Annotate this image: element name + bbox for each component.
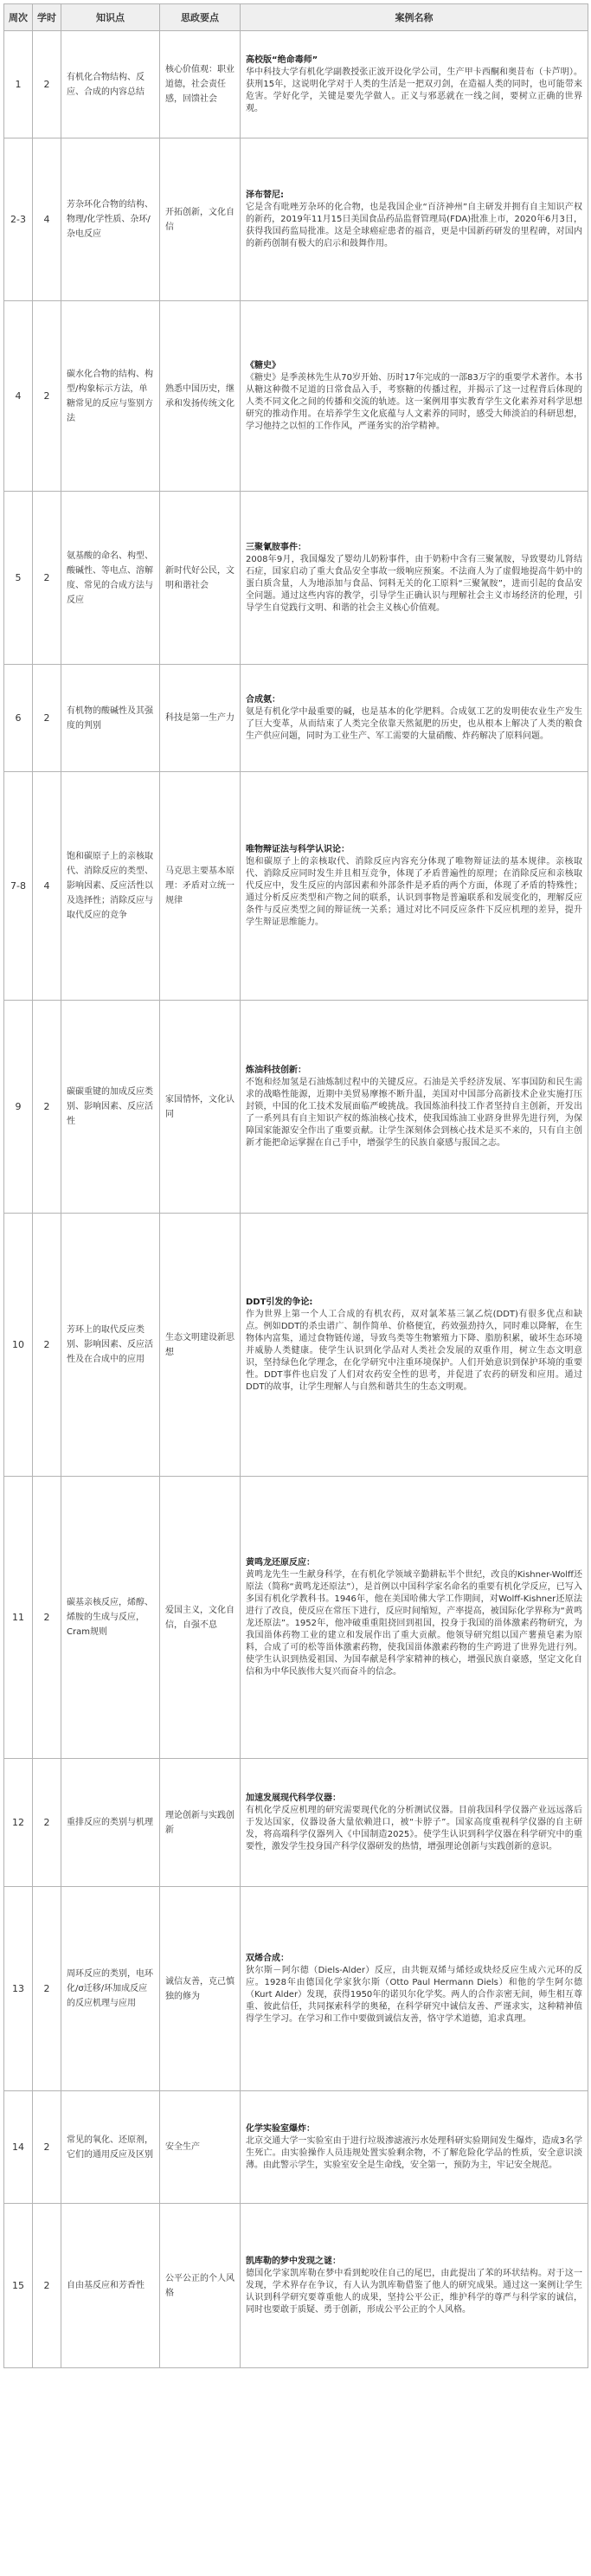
ideology-point-cell: 马克思主要基本原理：矛盾对立统一规律 bbox=[160, 772, 241, 1001]
case-body: 氨是有机化学中最重要的碱，也是基本的化学肥料。合成氨工艺的发明使农业生产发生了巨大变革，从而结束了人类完全依靠天然氮肥的历史，也从根本上解决了人类的粮食生产供应问题，同时为工业生产、军工需要的大量硝酸、炸药解决了原料问题。 bbox=[246, 706, 582, 741]
week-cell: 6 bbox=[4, 665, 33, 772]
header-ideology-point: 思政要点 bbox=[160, 4, 241, 31]
case-cell bbox=[241, 772, 588, 1001]
case-body: 有机化学反应机理的研究需要现代化的分析测试仪器。目前我国科学仪器产业远远落后于发达国家，仪器设备大量依赖进口，被“卡脖子”。国家高度重视科学仪器的自主研发，将高端科学仪器列入《中国制造2025》。使学生认识到科学仪器在科学研究中的重要性，激发学生投身国产科学仪器研发的热情，增强理论创新与实践创新的意识。 bbox=[246, 1805, 582, 1852]
ideology-point-cell: 诚信友善，克己慎独的修为 bbox=[160, 1887, 241, 2091]
hours-cell: 2 bbox=[33, 1214, 61, 1477]
hours-cell: 2 bbox=[33, 1887, 61, 2091]
table-header-row bbox=[4, 4, 588, 31]
hours-cell: 2 bbox=[33, 301, 61, 492]
case-cell bbox=[241, 1887, 588, 2091]
hours-cell: 2 bbox=[33, 1477, 61, 1759]
case-body: 黄鸣龙先生一生献身科学，在有机化学领域辛勤耕耘半个世纪，改良的Kishner-Wolff还原法（简称“黄鸣龙还原法”），是首例以中国科学家名命名的重要有机化学反应，已写入多国有机化学教科书。1946年，他在美国哈佛大学工作期间，对Wolff-Kishner还原法进行了改良，使反应在常压下进行，反应时间缩短，产率提高，被国际化学界称为“黄鸣龙还原法”。1952年，他冲破重重阻挠回到祖国，投身于我国的甾体激素药物研究，为我国甾体药物工业的建立和发展作出了重大贡献。他领导研究组以国产薯蓣皂素为原料，合成了可的松等甾体激素药物，使我国甾体激素药物的生产跨进了世界先进行列。使学生认识到热爱祖国、为国奉献是科学家精神的核心，增强民族自豪感，坚定文化自信和为中华民族伟大复兴而奋斗的信念。 bbox=[246, 1569, 582, 1677]
hours-cell: 2 bbox=[33, 665, 61, 772]
case-title: 黄鸣龙还原反应： bbox=[246, 1557, 315, 1568]
case-title: 炼油科技创新： bbox=[246, 1065, 306, 1075]
week-cell: 10 bbox=[4, 1214, 33, 1477]
case-body: 2008年9月，我国爆发了婴幼儿奶粉事件，由于奶粉中含有三聚氰胺，导致婴幼儿肾结石症，国家启动了重大食品安全事故一级响应预案。不法商人为了虚假地提高牛奶中的蛋白质含量，人为地添加与食品、饲料无关的化工原料“三聚氰胺”，进而引起的食品安全问题。通过这些内容的教学，引导学生正确认识与理解社会主义市场经济的伦理，引导学生自觉践行文明、和谐的社会主义核心价值观。 bbox=[246, 554, 582, 613]
table-row bbox=[4, 2204, 588, 2368]
case-body: 《糖史》是季羡林先生从70岁开始、历时17年完成的一部83万字的重要学术著作。本书从糖这种微不足道的日常食品入手，考察糖的传播过程，并揭示了这一过程背后体现的人类不同文化之间的传播和交流的轨迹。这一案例用事实教育学生文化素养对科学思想研究的推动作用。在培养学生文化底蕴与人文素养的同时，感受大师淡泊的科研思想，学习他持之以恒的工作作风，严谨务实的治学精神。 bbox=[246, 372, 582, 431]
table-row bbox=[4, 1001, 588, 1214]
hours-cell: 2 bbox=[33, 2204, 61, 2368]
case-cell bbox=[241, 1214, 588, 1477]
week-cell: 7-8 bbox=[4, 772, 33, 1001]
table-row bbox=[4, 301, 588, 492]
case-body: 狄尔斯－阿尔德（Diels-Alder）反应，由共轭双烯与烯烃或炔烃反应生成六元环的反应。1928年由德国化学家狄尔斯（Otto Paul Hermann Diels）和他的学生阿尔德（Kurt Alder）发现，获得1950年的诺贝尔化学奖。两人的合作亲密无间，师生相互尊重、彼此信任，共同探索科学的奥秘，在科学研究中诚信友善、严谨求实，这种精神值得学生学习。在学习和工作中要做到诚信友善，恪守学术道德，追求真理。 bbox=[246, 1965, 582, 2024]
week-cell: 14 bbox=[4, 2091, 33, 2204]
case-title: 凯库勒的梦中发现之谜： bbox=[246, 2256, 341, 2266]
week-cell: 5 bbox=[4, 492, 33, 665]
header-week: 周次 bbox=[4, 4, 33, 31]
case-cell bbox=[241, 2091, 588, 2204]
case-cell bbox=[241, 1477, 588, 1759]
case-body: 它是含有吡唑芳杂环的化合物，也是我国企业“百济神州”自主研发并拥有自主知识产权的新药，2019年11月15日美国食品药品监督管理局(FDA)批准上市，2020年6月3日，获得我国药监局批准。这是全球癌症患者的福音，更是中国新药研发的里程碑，对国内的新药创制有极大的启示和鼓舞作用。 bbox=[246, 202, 582, 248]
hours-cell: 2 bbox=[33, 492, 61, 665]
table-row bbox=[4, 1887, 588, 2091]
case-body: 饱和碳原子上的亲核取代、消除反应内容充分体现了唯物辩证法的基本规律。亲核取代、消除反应同时发生并且相互竞争，体现了矛盾普遍性的原理；在消除反应和亲核取代反应中，发生反应的内部因素和外部条件是矛盾的两个方面，体现了矛盾的特殊性；通过分析反应类型和产物之间的联系，认识到事物是普遍联系和发展变化的，理解反应条件与反应类型之间的辩证统一关系；通过对比不同反应条件下反应机理的差异，提升学生辩证思维能力。 bbox=[246, 856, 582, 927]
case-title: 加速发展现代科学仪器： bbox=[246, 1793, 341, 1803]
case-title: 双烯合成： bbox=[246, 1953, 289, 1963]
ideology-point-cell: 科技是第一生产力 bbox=[160, 665, 241, 772]
knowledge-point-cell: 有机物的酸碱性及其强度的判别 bbox=[61, 665, 160, 772]
ideology-point-cell: 开拓创新，文化自信 bbox=[160, 138, 241, 301]
case-title: 高校版“绝命毒师” bbox=[246, 55, 318, 65]
knowledge-point-cell: 重排反应的类别与机理 bbox=[61, 1759, 160, 1887]
case-cell bbox=[241, 665, 588, 772]
case-body: 北京交通大学一实验室由于进行垃圾渗滤液污水处理科研实验期间发生爆炸，造成3名学生死亡。由实验操作人员违规处置实验剩余物，不了解危险化学品的性质，安全意识淡薄。由此警示学生，实验室安全是生命线，安全第一，预防为主，牢记安全规范。 bbox=[246, 2135, 582, 2170]
knowledge-point-cell: 碳水化合物的结构、构型/构象标示方法，单糖常见的反应与鉴别方法 bbox=[61, 301, 160, 492]
table-row bbox=[4, 31, 588, 138]
hours-cell: 2 bbox=[33, 31, 61, 138]
table-row bbox=[4, 1214, 588, 1477]
table-row bbox=[4, 2091, 588, 2204]
case-cell bbox=[241, 2204, 588, 2368]
case-title: 《糖史》 bbox=[246, 360, 280, 370]
ideology-point-cell: 理论创新与实践创新 bbox=[160, 1759, 241, 1887]
ideology-point-cell: 爱国主义，文化自信，自强不息 bbox=[160, 1477, 241, 1759]
knowledge-point-cell: 饱和碳原子上的亲核取代、消除反应的类型、影响因素、反应活性以及选择性；消除反应与取代反应的竞争 bbox=[61, 772, 160, 1001]
week-cell: 4 bbox=[4, 301, 33, 492]
ideology-point-cell: 新时代好公民，文明和谐社会 bbox=[160, 492, 241, 665]
case-title: 泽布替尼: bbox=[246, 190, 284, 200]
case-body: 不饱和烃加氢是石油炼制过程中的关键反应。石油是关乎经济发展、军事国防和民生需求的战略性能源，近期中美贸易摩擦不断升温，美国对中国部分高新技术企业实施打压封锁，中国的化工技术发展面临严峻挑战。我国炼油科技工作者坚持自主创新，开发出了一系列具有自主知识产权的炼油核心技术，使我国炼油工业跻身世界先进行列，为保障国家能源安全作出了重要贡献。让学生深刻体会到核心技术是买不来的，只有自主创新才能把命运掌握在自己手中，增强学生的民族自豪感与报国之志。 bbox=[246, 1077, 582, 1148]
case-body: 德国化学家凯库勒在梦中看到蛇咬住自己的尾巴，由此提出了苯的环状结构。对于这一发现，学术界存在争议，有人认为凯库勒借鉴了他人的研究成果。通过这一案例让学生认识到科学研究要尊重他人的成果，坚持公平公正，维护科学的尊严与科学家的诚信，同时也要敢于质疑、勇于创新，形成公平公正的个人风格。 bbox=[246, 2268, 582, 2315]
header-knowledge-point: 知识点 bbox=[61, 4, 160, 31]
course-ideology-table bbox=[3, 3, 588, 2368]
knowledge-point-cell: 芳环上的取代反应类别、影响因素、反应活性及在合成中的应用 bbox=[61, 1214, 160, 1477]
ideology-point-cell: 公平公正的个人风格 bbox=[160, 2204, 241, 2368]
case-title: 唯物辩证法与科学认识论： bbox=[246, 844, 350, 854]
header-case-name: 案例名称 bbox=[241, 4, 588, 31]
page bbox=[3, 3, 588, 2368]
knowledge-point-cell: 碳碳重键的加成反应类别、影响因素、反应活性 bbox=[61, 1001, 160, 1214]
ideology-point-cell: 熟悉中国历史，继承和发扬传统文化 bbox=[160, 301, 241, 492]
week-cell: 1 bbox=[4, 31, 33, 138]
knowledge-point-cell: 自由基反应和芳香性 bbox=[61, 2204, 160, 2368]
week-cell: 15 bbox=[4, 2204, 33, 2368]
ideology-point-cell: 安全生产 bbox=[160, 2091, 241, 2204]
table-row bbox=[4, 138, 588, 301]
table-row bbox=[4, 1759, 588, 1887]
knowledge-point-cell: 常见的氧化、还原剂，它们的通用反应及区别 bbox=[61, 2091, 160, 2204]
ideology-point-cell: 核心价值观：职业道德，社会责任感，回馈社会 bbox=[160, 31, 241, 138]
table-row bbox=[4, 665, 588, 772]
ideology-point-cell: 生态文明建设新思想 bbox=[160, 1214, 241, 1477]
case-body: 华中科技大学有机化学副教授张正波开设化学公司，生产甲卡西酮和奥昔布（卡芦明）。获刑15年，这说明化学对于人类的生活是一把双刃剑，在造福人类的同时，也可能带来危害。学好化学，关键是要先学做人。正义与邪恶就在一线之间，要树立正确的世界观。 bbox=[246, 67, 582, 113]
case-title: 化学实验室爆炸： bbox=[246, 2123, 315, 2134]
knowledge-point-cell: 芳杂环化合物的结构、物理/化学性质、杂环/杂电反应 bbox=[61, 138, 160, 301]
hours-cell: 4 bbox=[33, 138, 61, 301]
table-row bbox=[4, 772, 588, 1001]
case-cell bbox=[241, 301, 588, 492]
knowledge-point-cell: 氨基酸的命名、构型、酸碱性、等电点、溶解度、常见的合成方法与反应 bbox=[61, 492, 160, 665]
hours-cell: 4 bbox=[33, 772, 61, 1001]
ideology-point-cell: 家国情怀，文化认同 bbox=[160, 1001, 241, 1214]
case-cell bbox=[241, 138, 588, 301]
header-hours: 学时 bbox=[33, 4, 61, 31]
case-cell bbox=[241, 31, 588, 138]
case-title: 三聚氰胺事件： bbox=[246, 542, 306, 552]
week-cell: 12 bbox=[4, 1759, 33, 1887]
knowledge-point-cell: 有机化合物结构、反应、合成的内容总结 bbox=[61, 31, 160, 138]
week-cell: 11 bbox=[4, 1477, 33, 1759]
case-body: 作为世界上第一个人工合成的有机农药，双对氯苯基三氯乙烷(DDT)有很多优点和缺点。例如DDT的杀虫谱广、制作简单、价格便宜，药效强劲持久，同时难以降解，在生物体内富集，通过食物链传递，导致鸟类等生物繁殖力下降、脂肪积累，破坏生态环境并威胁人类健康。使学生认识到化学品对人类社会发展的双重作用，树立生态文明意识，坚持绿色化学理念，在化学研究中注重环境保护。人们开始意识到保护环境的重要性。DDT事件也启发了人们对农药安全性的思考，并促进了农药的研发和应用。通过DDT的故事，让学生理解人与自然和谐共生的生态文明观。 bbox=[246, 1309, 582, 1392]
knowledge-point-cell: 周环反应的类别，电环化/σ迁移/环加成反应的反应机理与应用 bbox=[61, 1887, 160, 2091]
hours-cell: 2 bbox=[33, 1001, 61, 1214]
case-cell bbox=[241, 1759, 588, 1887]
case-cell bbox=[241, 492, 588, 665]
week-cell: 9 bbox=[4, 1001, 33, 1214]
week-cell: 2-3 bbox=[4, 138, 33, 301]
hours-cell: 2 bbox=[33, 1759, 61, 1887]
week-cell: 13 bbox=[4, 1887, 33, 2091]
table-row bbox=[4, 492, 588, 665]
hours-cell: 2 bbox=[33, 2091, 61, 2204]
case-title: DDT引发的争论: bbox=[246, 1297, 313, 1307]
case-title: 合成氨： bbox=[246, 694, 280, 705]
table-row bbox=[4, 1477, 588, 1759]
case-cell bbox=[241, 1001, 588, 1214]
knowledge-point-cell: 碳基亲核反应，烯醇、烯胺的生成与反应，Cram规则 bbox=[61, 1477, 160, 1759]
